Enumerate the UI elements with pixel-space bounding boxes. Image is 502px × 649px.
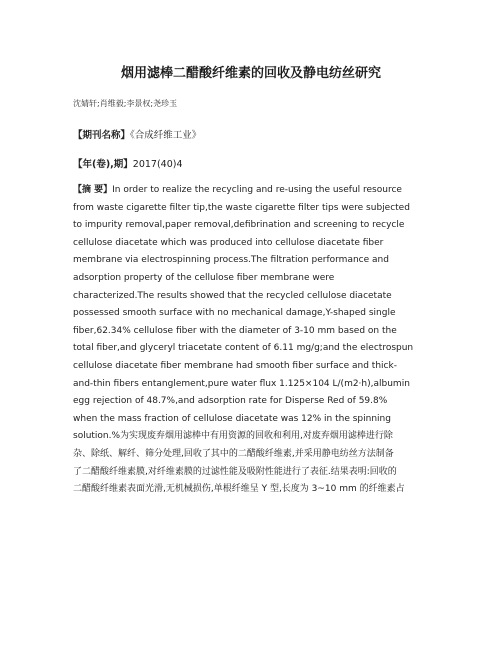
abstract-line: characterized.The results showed that the recycled cellulose diacetate [73, 290, 392, 301]
abstract-label: 【摘 要】 [73, 185, 113, 195]
abstract-line: membrane via electrospinning process.The filtration performance and [73, 255, 389, 266]
abstract-line: fiber,62.34% cellulose fiber with the diameter of 3-10 mm based on the [73, 325, 397, 336]
abstract-line: to impurity removal,paper removal,defibrination and screening to recycle [73, 220, 405, 231]
abstract-line: when the mass fraction of cellulose diacetate was 12% in the spinning [73, 413, 391, 424]
abstract-line: from waste cigarette filter tip,the waste cigarette filter tips were subjected [73, 202, 410, 213]
abstract [73, 182, 435, 499]
journal-value: 《合成纤维工业》 [130, 130, 202, 141]
document-title: 烟用滤棒二醋酸纤维素的回收及静电纺丝研究 [120, 66, 381, 81]
abstract-line: and-thin fibers entanglement,pure water flux 1.125×104 L/(m2·h),albumin [73, 378, 410, 389]
abstract-line: possessed smooth surface with no mechanical damage,Y-shaped single [73, 308, 396, 319]
year-volume-label: 【年(卷),期】 [73, 159, 133, 170]
authors: 沈婧轩;肖维毅;李景权;尧珍玉 [73, 99, 178, 108]
abstract-line: egg rejection of 48.7%,and adsorption rate for Disperse Red of 59.8% [73, 396, 388, 407]
abstract-line: cellulose diacetate which was produced into cellulose diacetate fiber [73, 237, 384, 248]
abstract-line: cellulose diacetate fiber membrane had smooth fiber surface and thick- [73, 360, 397, 371]
abstract-line: 【摘 要】In order to realize the recycling and re-using the useful resource [73, 185, 402, 195]
year-volume-value: 2017(40)4 [132, 159, 183, 170]
journal-label: 【期刊名称】 [73, 130, 131, 141]
abstract-line: 二醋酸纤维素表面光滑,无机械损伤,单根纤维呈 Y 型,长度为 3~10 mm 的纤维素占 [73, 484, 405, 495]
year-volume-field [73, 156, 183, 170]
abstract-line: total fiber,and glyceryl triacetate content of 6.11 mg/g;and the electrospun [73, 343, 414, 354]
abstract-line: adsorption property of the cellulose fiber membrane were [73, 272, 335, 283]
abstract-line: solution.%为实现废弃烟用滤棒中有用资源的回收和利用,对废弃烟用滤棒进行除 [73, 431, 393, 442]
abstract-line: 杂、除纸、解纤、筛分处理,回收了其中的二醋酸纤维素,并采用静电纺丝方法制备 [73, 448, 394, 459]
abstract-line: 了二醋酸纤维素膜,对纤维素膜的过滤性能及吸附性能进行了表征.结果表明:回收的 [73, 466, 397, 477]
journal-field [73, 127, 201, 141]
